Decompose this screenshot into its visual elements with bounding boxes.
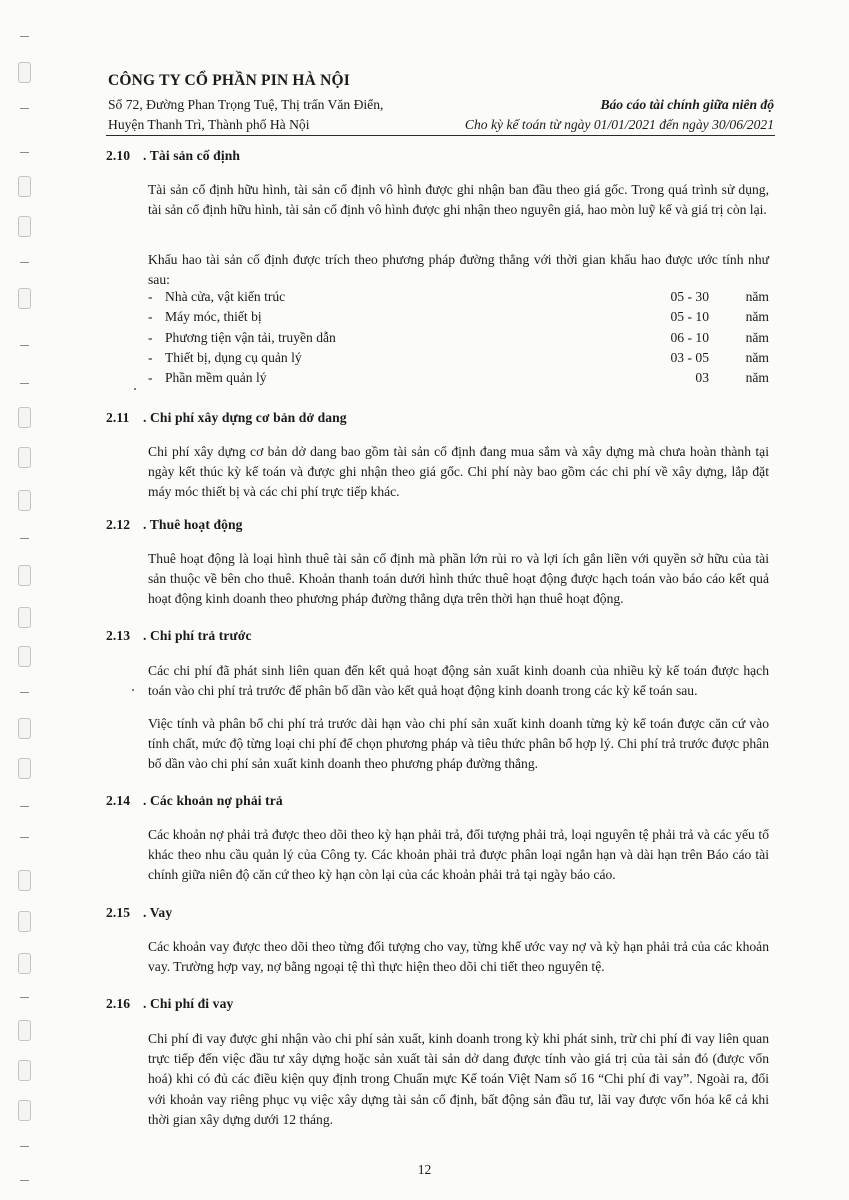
section-number: 2.10 [106,148,131,163]
asset-type: Máy móc, thiết bị [165,309,262,324]
paragraph: Khấu hao tài sản cố định được trích theo phương pháp đường thẳng với thời gian khấu hao được ước tính như sau: [148,252,769,288]
section-title: . Các khoản nợ phải trả [143,793,283,808]
section-number: 2.14 [106,793,131,808]
section-title: . Tài sản cố định [143,148,241,163]
paragraph: Các khoản vay được theo dõi theo từng đối tượng cho vay, từng khế ước vay nợ và kỳ hạn phải trả của các khoản vay. Trường hợp vay, nợ bằng ngoại tệ thì thực hiện theo dõi chi tiết theo nguyên tệ. [148,939,769,975]
header-rule [106,135,775,136]
company-name: CÔNG TY CỔ PHẦN PIN HÀ NỘI [108,72,351,89]
section-heading [106,905,172,921]
unit: năm [745,350,769,365]
unit: năm [745,309,769,324]
unit: năm [745,370,769,385]
useful-life: 03 [695,370,709,385]
section-title: . Thuê hoạt động [143,517,243,532]
scan-speck [132,689,134,691]
section-heading [106,410,347,426]
depreciation-row [148,289,769,309]
depreciation-row [148,330,769,350]
section-title: . Chi phí xây dựng cơ bản dở dang [143,410,347,425]
useful-life: 05 - 30 [670,289,709,304]
paragraph: Chi phí xây dựng cơ bản dở dang bao gồm tài sản cố định đang mua sắm và xây dựng mà chưa hoàn thành tại ngày kết thúc kỳ kế toán và được ghi nhận theo giá gốc. Chi phí này bao gồm các chi phí về xây dựng, lắp đặt máy móc thiết bị và các chi phí trực tiếp khác. [148,444,769,500]
scan-speck [134,388,136,390]
address-line-2: Huyện Thanh Trì, Thành phố Hà Nội [108,117,310,132]
section-heading [106,517,243,533]
paragraph: Các khoản nợ phải trả được theo dõi theo kỳ hạn phải trả, đối tượng phải trả, loại nguyên tệ phải trả và các yếu tố khác theo nhu cầu quản lý của Công ty. Các khoản phải trả được phân loại ngắn hạn và dài hạn trên Báo cáo tài chính giữa niên độ căn cứ theo kỳ hạn còn lại của các khoản phải trả tại ngày báo cáo. [148,827,769,883]
unit: năm [745,289,769,304]
unit: năm [745,330,769,345]
useful-life: 05 - 10 [670,309,709,324]
section-heading [106,148,240,164]
section-heading [106,793,283,809]
paragraph: Các chi phí đã phát sinh liên quan đến kết quả hoạt động sản xuất kinh doanh của nhiều kỳ kế toán được hạch toán vào chi phí trả trước để phân bổ dần vào kết quả hoạt động kinh doanh trong các kỳ kế toán sau. [148,663,769,699]
paragraph: Thuê hoạt động là loại hình thuê tài sản cố định mà phần lớn rủi ro và lợi ích gắn liền với quyền sở hữu của tài sản thuộc về bên cho thuê. Khoản thanh toán dưới hình thức thuê hoạt động được hạch toán vào báo cáo kết quả hoạt động kinh doanh theo phương pháp đường thẳng dựa trên thời hạn thuê hoạt động. [148,551,769,607]
list-dash: - [148,350,153,365]
asset-type: Phương tiện vận tải, truyền dẫn [165,330,336,345]
useful-life: 03 - 05 [670,350,709,365]
asset-type: Nhà cửa, vật kiến trúc [165,289,286,304]
report-title: Báo cáo tài chính giữa niên độ [600,97,774,112]
asset-type: Thiết bị, dụng cụ quản lý [165,350,302,365]
section-number: 2.13 [106,628,131,643]
list-dash: - [148,309,153,324]
asset-type: Phần mềm quản lý [165,370,267,385]
section-number: 2.12 [106,517,131,532]
section-number: 2.15 [106,905,131,920]
section-heading [106,628,252,644]
paragraph: Chi phí đi vay được ghi nhận vào chi phí sản xuất, kinh doanh trong kỳ khi phát sinh, trừ chi phí đi vay liên quan trực tiếp đến việc đầu tư xây dựng hoặc sản xuất tài sản dở dang được tính vào giá trị của tài sản đó (được vốn hoá) khi có đủ các điều kiện quy định trong Chuẩn mực Kế toán Việt Nam số 16 “Chi phí đi vay”. Ngoài ra, đối với khoản vay riêng phục vụ việc xây dựng tài sản cố định, bất động sản đầu tư, lãi vay được vốn hóa kể cả khi thời gian xây dựng dưới 12 tháng. [148,1031,769,1127]
section-title: . Chi phí đi vay [143,996,234,1011]
section-title: . Chi phí trả trước [143,628,252,643]
page-number: 12 [417,1162,432,1177]
depreciation-row [148,350,769,370]
paragraph: Việc tính và phân bổ chi phí trả trước dài hạn vào chi phí sản xuất kinh doanh từng kỳ kế toán được căn cứ vào tính chất, mức độ từng loại chi phí để chọn phương pháp và tiêu thức phân bổ hợp lý. Chi phí trả trước được phân bổ dần vào chi phí sản xuất kinh doanh theo phương pháp đường thẳng. [148,716,769,772]
section-number: 2.16 [106,996,131,1011]
list-dash: - [148,330,153,345]
address-line-1: Số 72, Đường Phan Trọng Tuệ, Thị trấn Văn Điển, [108,97,384,112]
report-period: Cho kỳ kế toán từ ngày 01/01/2021 đến ngày 30/06/2021 [464,117,774,132]
paragraph: Tài sản cố định hữu hình, tài sản cố định vô hình được ghi nhận ban đầu theo giá gốc. Trong quá trình sử dụng, tài sản cố định hữu hình, tài sản cố định vô hình được ghi nhận theo nguyên giá, hao mòn luỹ kế và giá trị còn lại. [148,182,769,218]
depreciation-row [148,309,769,329]
useful-life: 06 - 10 [670,330,709,345]
section-number: 2.11 [106,410,130,425]
section-heading [106,996,233,1012]
list-dash: - [148,289,153,304]
depreciation-row [148,370,769,390]
list-dash: - [148,370,153,385]
section-title: . Vay [143,905,173,920]
